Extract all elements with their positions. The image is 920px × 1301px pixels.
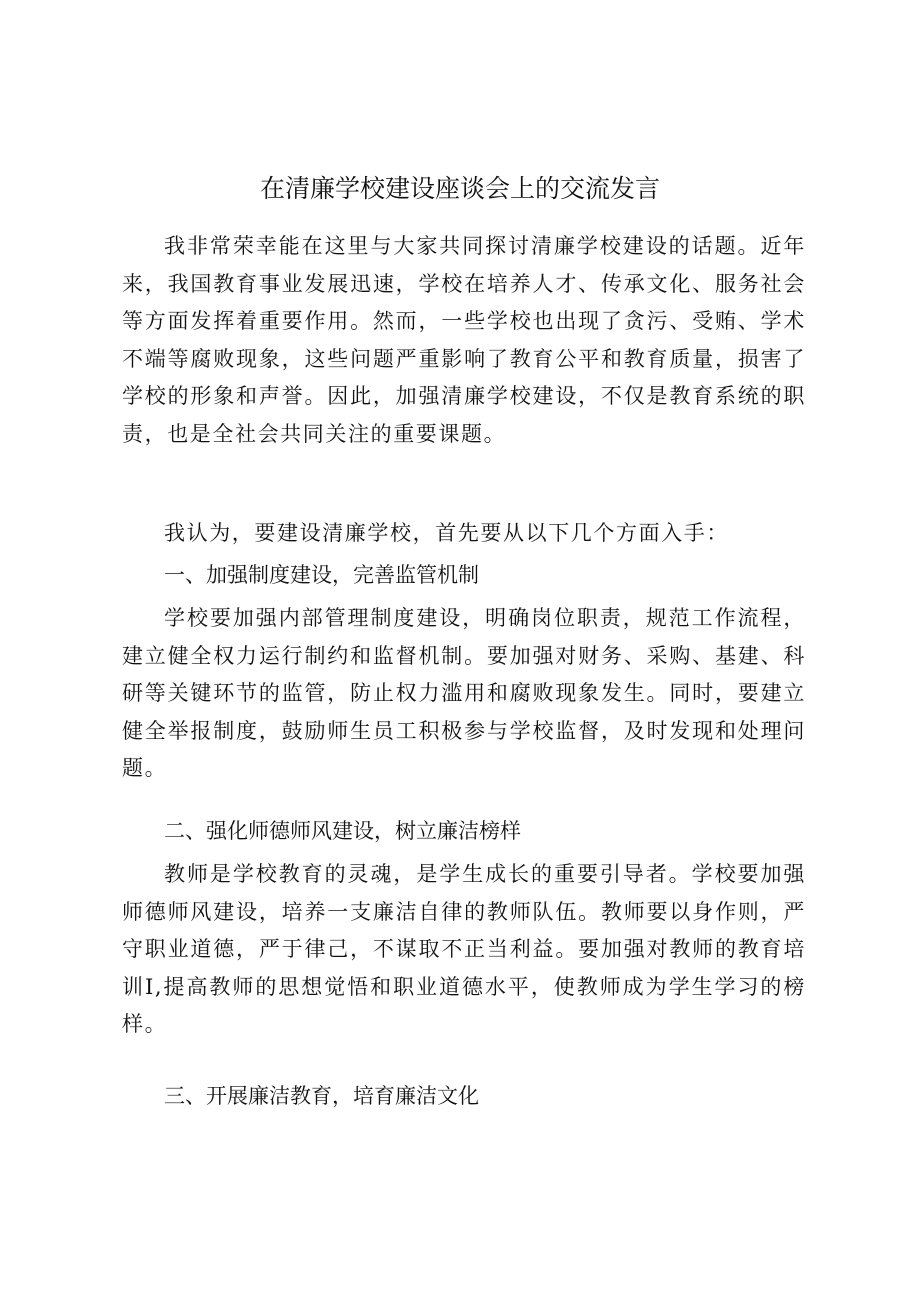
section-heading-2: 二、强化师德师风建设，树立廉洁榜样 bbox=[164, 819, 521, 843]
document-title: 在清廉学校建设座谈会上的交流发言 bbox=[259, 174, 660, 203]
section-heading-1: 一、加强制度建设，完善监管机制 bbox=[164, 563, 479, 587]
intro-paragraph: 我非常荣幸能在这里与大家共同探讨清廉学校建设的话题。近年来，我国教育事业发展迅速，学校在培养人才、传承文化、服务社会等方面发挥着重要作用。然而，一些学校也出现了贪污、受贿、学术不端等腐败现象，这些问题严重影响了教育公平和教育质量，损害了学校的形象和声誉。因此，加强清廉学校建设，不仅是教育系统的职责，也是全社会共同关注的重要课题。 bbox=[122, 234, 806, 446]
section-2-paragraph: 教师是学校教育的灵魂，是学生成长的重要引导者。学校要加强师德师风建设，培养一支廉洁自律的教师队伍。教师要以身作则，严守职业道德，严于律己，不谋取不正当利益。要加强对教师的教育培训I,提高教师的思想觉悟和职业道德水平，使教师成为学生学习的榜样。 bbox=[122, 862, 806, 1036]
section-1-paragraph: 学校要加强内部管理制度建设，明确岗位职责，规范工作流程，建立健全权力运行制约和监督机制。要加强对财务、采购、基建、科研等关键环节的监管，防止权力滥用和腐败现象发生。同时，要建立健全举报制度，鼓励师生员工积极参与学校监督，及时发现和处理问题。 bbox=[122, 606, 806, 780]
section-heading-3: 三、开展廉洁教育，培育廉洁文化 bbox=[164, 1084, 479, 1108]
lead-paragraph: 我认为，要建设清廉学校，首先要从以下几个方面入手： bbox=[164, 521, 729, 545]
